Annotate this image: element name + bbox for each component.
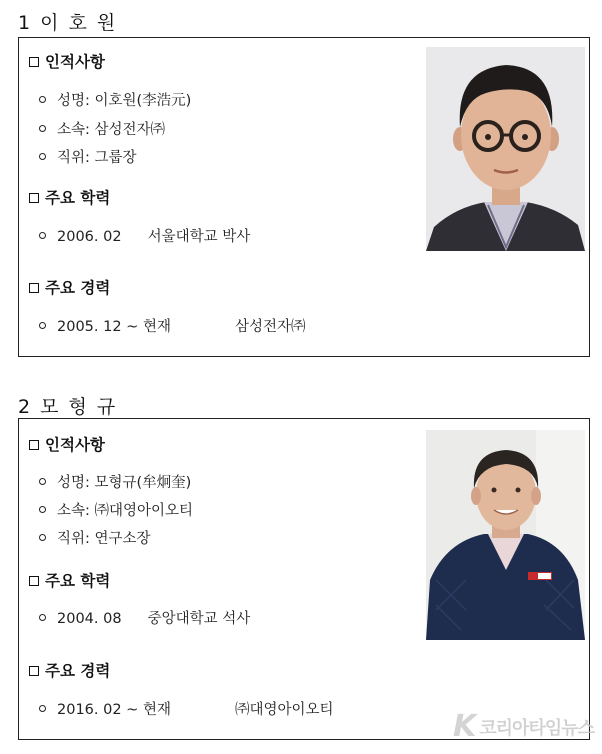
person-1-affiliation: 소속: 삼성전자㈜: [39, 118, 165, 139]
person-2-name: 성명: 모형규(牟炯奎): [39, 471, 191, 492]
watermark-logo: K: [453, 709, 476, 744]
person-1-education: 2006. 02 서울대학교 박사: [39, 225, 250, 246]
square-bullet-icon: [29, 440, 39, 450]
circle-bullet-icon: [39, 232, 46, 239]
watermark-text: 코리아타임뉴스: [479, 717, 594, 739]
circle-bullet-icon: [39, 478, 46, 485]
circle-bullet-icon: [39, 322, 46, 329]
person-1-career: 2005. 12 ~ 현재 삼성전자㈜: [39, 315, 305, 336]
person-2-affiliation: 소속: ㈜대영아이오티: [39, 499, 193, 520]
square-bullet-icon: [29, 666, 39, 676]
person-1-education-section: 주요 학력: [29, 186, 110, 208]
circle-bullet-icon: [39, 125, 46, 132]
person-2-photo: [426, 430, 585, 640]
person-1-heading: 1 이 호 원: [18, 12, 118, 34]
square-bullet-icon: [29, 576, 39, 586]
person-1-career-section: 주요 경력: [29, 276, 110, 298]
person-2-card: [18, 418, 590, 740]
square-bullet-icon: [29, 193, 39, 203]
person-2-education-section: 주요 학력: [29, 569, 110, 591]
circle-bullet-icon: [39, 705, 46, 712]
portrait-illustration: [426, 47, 585, 251]
person-1-position: 직위: 그룹장: [39, 146, 137, 167]
person-1-name: 성명: 이호원(李浩元): [39, 89, 191, 110]
circle-bullet-icon: [39, 153, 46, 160]
person-2-position: 직위: 연구소장: [39, 527, 151, 548]
person-2-heading: 2 모 형 규: [18, 396, 118, 418]
circle-bullet-icon: [39, 534, 46, 541]
person-2-career: 2016. 02 ~ 현재 ㈜대영아이오티: [39, 698, 334, 719]
circle-bullet-icon: [39, 506, 46, 513]
person-2-profile-section: 인적사항: [29, 433, 105, 455]
circle-bullet-icon: [39, 614, 46, 621]
portrait-illustration: [426, 430, 585, 640]
circle-bullet-icon: [39, 96, 46, 103]
person-1-profile-section: 인적사항: [29, 50, 105, 72]
person-1-photo: [426, 47, 585, 251]
person-2-education: 2004. 08 중앙대학교 석사: [39, 607, 250, 628]
square-bullet-icon: [29, 57, 39, 67]
watermark: [453, 709, 594, 744]
person-2-career-section: 주요 경력: [29, 659, 110, 681]
square-bullet-icon: [29, 283, 39, 293]
person-1-card: [18, 37, 590, 357]
